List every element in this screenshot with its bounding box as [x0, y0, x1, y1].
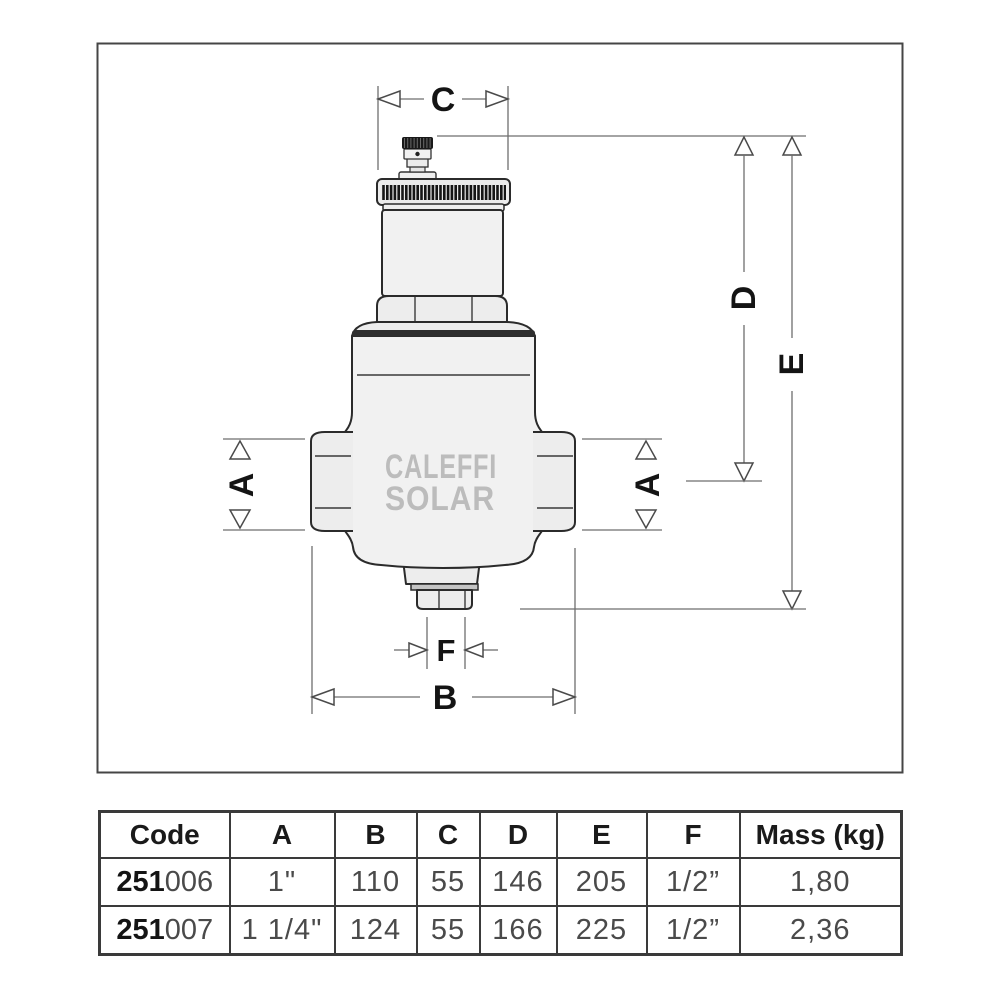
caleffi-logo-text: CALEFFI [385, 448, 497, 486]
right-port [533, 432, 575, 531]
header-mass: Mass (kg) [740, 812, 902, 859]
dimension-c-label: C [430, 81, 456, 119]
left-port [311, 432, 353, 531]
dimension-e-label: E [773, 352, 811, 376]
dimension-d-label: D [725, 285, 763, 311]
drain-plug [411, 584, 478, 609]
header-c: C [417, 812, 480, 859]
cell-a: 1" [230, 858, 335, 906]
table-row [100, 906, 902, 955]
cell-a: 1 1/4" [230, 906, 335, 955]
code-prefix: 251 [116, 913, 165, 946]
code-prefix: 251 [116, 865, 165, 898]
table-row [100, 858, 902, 906]
cell-b: 110 [335, 858, 417, 906]
dimension-b-label: B [432, 679, 458, 717]
cell-e: 225 [557, 906, 647, 955]
cell-e: 205 [557, 858, 647, 906]
cell-d: 146 [480, 858, 557, 906]
dimension-f-label: F [436, 633, 456, 668]
cell-code [100, 906, 230, 955]
specification-table [98, 810, 903, 956]
knurled-ring [377, 179, 510, 205]
header-b: B [335, 812, 417, 859]
code-suffix: 007 [164, 913, 214, 946]
cell-b: 124 [335, 906, 417, 955]
cell-f: 1/2” [647, 906, 740, 955]
dimension-a-left-label: A [223, 472, 261, 498]
header-e: E [557, 812, 647, 859]
header-code: Code [100, 812, 230, 859]
header-f: F [647, 812, 740, 859]
cell-c: 55 [417, 906, 480, 955]
header-a: A [230, 812, 335, 859]
table-header-row [100, 812, 902, 859]
cell-f: 1/2” [647, 858, 740, 906]
hex-section [377, 296, 507, 322]
cell-code [100, 858, 230, 906]
code-suffix: 006 [164, 865, 214, 898]
o-ring-band [352, 330, 535, 336]
air-vent-cap [399, 137, 436, 180]
cell-mass: 2,36 [740, 906, 902, 955]
solar-logo-text: SOLAR [385, 480, 495, 518]
dimension-a-right-label: A [629, 472, 667, 498]
cell-d: 166 [480, 906, 557, 955]
header-d: D [480, 812, 557, 859]
cell-mass: 1,80 [740, 858, 902, 906]
upper-chamber [382, 210, 503, 296]
cell-c: 55 [417, 858, 480, 906]
